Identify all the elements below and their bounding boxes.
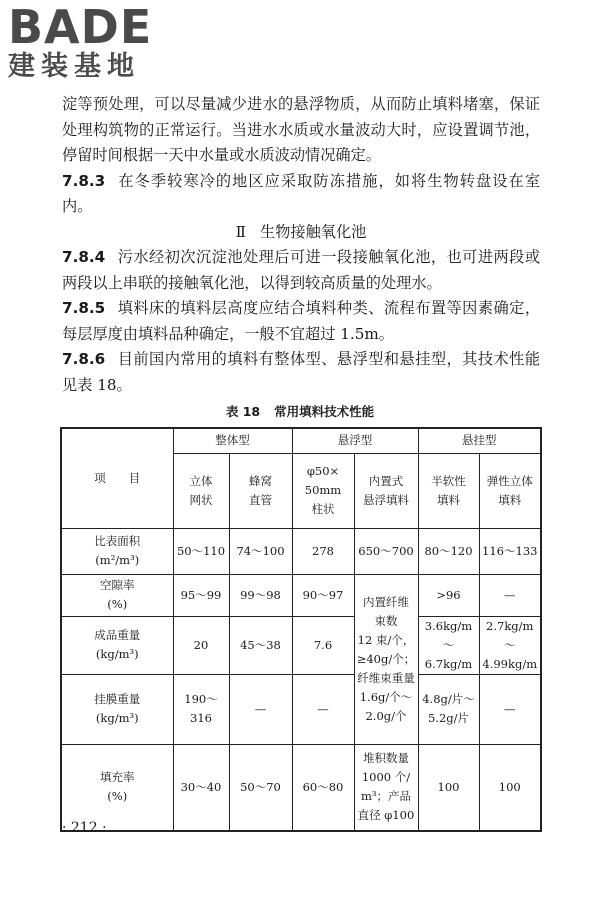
table-cell: 650～700 xyxy=(354,528,418,574)
subheader-honeycomb: 蜂窝 直管 xyxy=(229,453,292,528)
row-label: 空隙率 (%) xyxy=(61,574,173,616)
table-cell: 90～97 xyxy=(292,574,354,616)
clause-text: 填料床的填料层高度应结合填料种类、流程布置等因素确定，每层厚度由填料品种确定，一般不宜超过 1.5m。 xyxy=(62,299,540,343)
clause-text: 在冬季较寒冷的地区应采取防冻措施，如将生物转盘设在室内。 xyxy=(62,171,540,215)
table-cell: — xyxy=(479,574,541,616)
row-label: 挂膜重量 (kg/m³) xyxy=(61,674,173,744)
table-number: 表 18 xyxy=(225,404,261,419)
table-cell: 100 xyxy=(418,744,479,831)
clause-7-8-6 xyxy=(62,347,540,398)
logo-subtitle: 建装基地 xyxy=(8,51,140,82)
group-header-suspended: 悬浮型 xyxy=(292,428,418,453)
group-header-hanging: 悬挂型 xyxy=(418,428,541,453)
page-number: · 212 · xyxy=(62,820,107,836)
subheader-elastic: 弹性立体 填料 xyxy=(479,453,541,528)
table-cell: 7.6 xyxy=(292,616,354,674)
table-cell: 堆积数量 1000 个/ m³；产品 直径 φ100 xyxy=(354,744,418,831)
table-cell: 100 xyxy=(479,744,541,831)
table-cell: 50～70 xyxy=(229,744,292,831)
table-cell: 3.6kg/m～ 6.7kg/m xyxy=(418,616,479,674)
table-cell: 2.7kg/m～ 4.99kg/m xyxy=(479,616,541,674)
table-cell: >96 xyxy=(418,574,479,616)
table-cell: 278 xyxy=(292,528,354,574)
section-heading xyxy=(62,220,540,246)
section-title: 生物接触氧化池 xyxy=(260,222,367,241)
item-header: 项 目 xyxy=(61,428,173,528)
table-cell: — xyxy=(479,674,541,744)
clause-number: 7.8.3 xyxy=(62,171,106,190)
table-cell: 95～99 xyxy=(173,574,229,616)
table-cell: 74～100 xyxy=(229,528,292,574)
subheader-column: φ50× 50mm 柱状 xyxy=(292,453,354,528)
row-label: 成品重量 (kg/m³) xyxy=(61,616,173,674)
subheader-3d-mesh: 立体 网状 xyxy=(173,453,229,528)
paragraph-continuation: 淀等预处理，可以尽量减少进水的悬浮物质，从而防止填料堵塞，保证处理构筑物的正常运行。当进水水质或水量波动大时，应设置调节池，停留时间根据一天中水量或水质波动情况确定。 xyxy=(62,95,540,164)
group-header-integral: 整体型 xyxy=(173,428,292,453)
logo-wordmark: BADE xyxy=(8,0,153,54)
clause-number: 7.8.5 xyxy=(62,299,106,317)
body-text xyxy=(62,92,540,398)
table-row xyxy=(61,528,541,574)
filler-performance-table xyxy=(60,427,542,832)
clause-7-8-4 xyxy=(62,245,540,296)
merged-inner-fiber-cell: 内置纤维 束数 12 束/个， ≥40g/个； 纤维束重量 1.6g/个～ 2.0g/个 xyxy=(354,574,418,744)
subheader-semi-soft: 半软性 填料 xyxy=(418,453,479,528)
table-caption xyxy=(0,402,600,420)
table-cell: — xyxy=(229,674,292,744)
table-cell: 50～110 xyxy=(173,528,229,574)
table-row xyxy=(61,744,541,831)
subheader-inner-suspended: 内置式 悬浮填料 xyxy=(354,453,418,528)
row-label: 比表面积 (m²/m³) xyxy=(61,528,173,574)
table-row xyxy=(61,574,541,616)
table-row xyxy=(61,674,541,744)
table-cell: — xyxy=(292,674,354,744)
table-cell: 190～ 316 xyxy=(173,674,229,744)
table-cell: 80～120 xyxy=(418,528,479,574)
clause-text: 目前国内常用的填料有整体型、悬浮型和悬挂型，其技术性能见表 18。 xyxy=(62,350,540,394)
section-numeral: Ⅱ xyxy=(235,222,246,241)
clause-text: 污水经初次沉淀池处理后可进一段接触氧化池，也可进两段或两段以上串联的接触氧化池，以得到较高质量的处理水。 xyxy=(62,248,540,292)
table-cell: 60～80 xyxy=(292,744,354,831)
bade-logo xyxy=(8,0,178,86)
table-cell: 30～40 xyxy=(173,744,229,831)
table-cell: 45～38 xyxy=(229,616,292,674)
clause-number: 7.8.4 xyxy=(62,248,106,266)
table-row xyxy=(61,616,541,674)
clause-7-8-3 xyxy=(62,169,540,220)
table-cell: 116～133 xyxy=(479,528,541,574)
table-cell: 4.8g/片～ 5.2g/片 xyxy=(418,674,479,744)
clause-7-8-5 xyxy=(62,296,540,347)
row-label: 填充率 (%) xyxy=(61,744,173,831)
clause-number: 7.8.6 xyxy=(62,350,106,368)
table-cell: 99～98 xyxy=(229,574,292,616)
table-cell: 20 xyxy=(173,616,229,674)
table-title: 常用填料技术性能 xyxy=(274,404,375,419)
